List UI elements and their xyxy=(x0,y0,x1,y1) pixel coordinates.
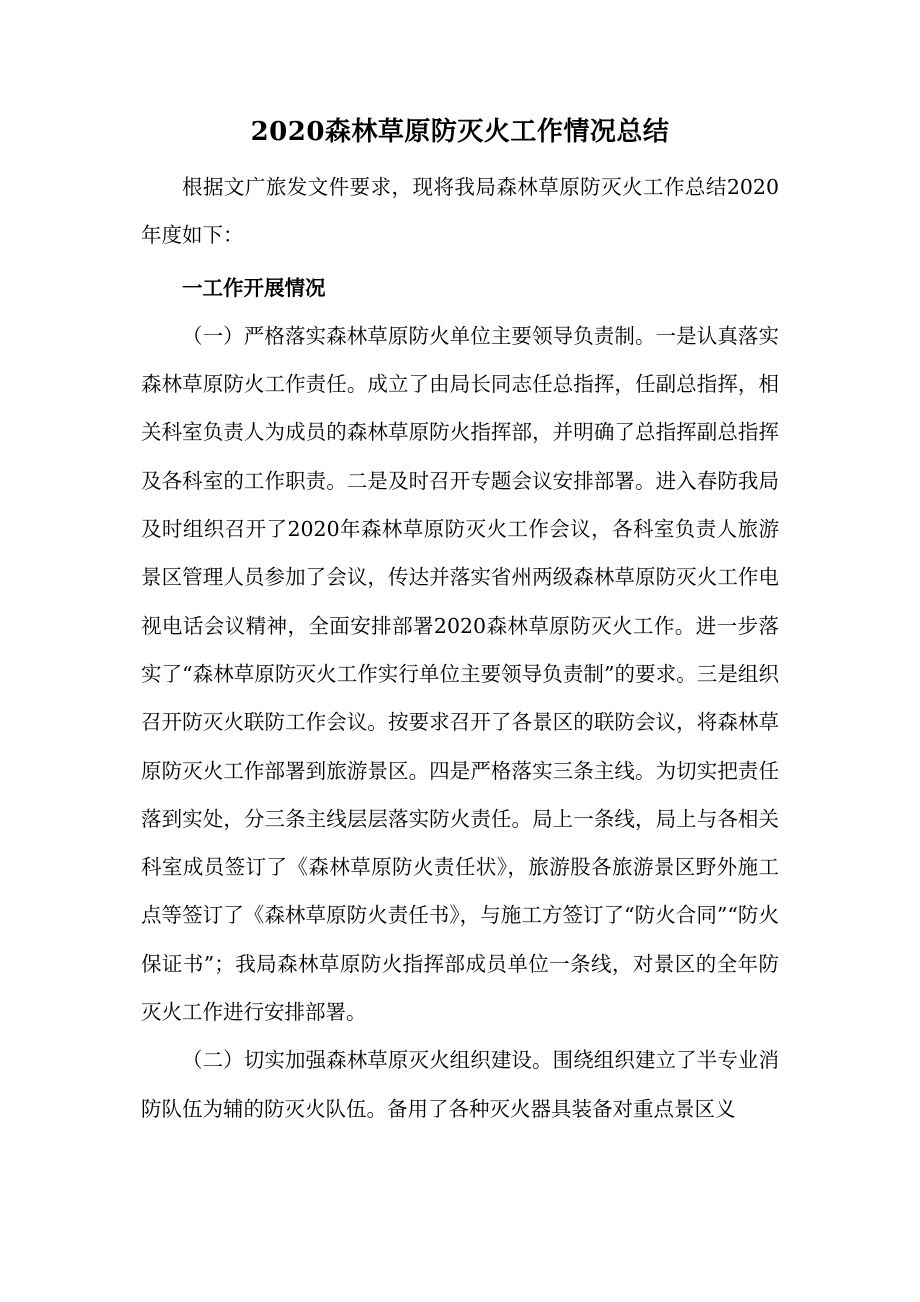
body-paragraph: （一）严格落实森林草原防火单位主要领导负责制。一是认真落实森林草原防火工作责任。成立了由局长同志任总指挥，任副总指挥，相关科室负责人为成员的森林草原防火指挥部，并明确了总指挥副总指挥及各科室的工作职责。二是及时召开专题会议安排部署。进入春防我局及时组织召开了2020年森林草原防灭火工作会议，各科室负责人旅游景区管理人员参加了会议，传达并落实省州两级森林草原防灭火工作电视电话会议精神，全面安排部署2020森林草原防灭火工作。进一步落实了“森林草原防灭火工作实行单位主要领导负责制”的要求。三是组织召开防灭火联防工作会议。按要求召开了各景区的联防会议，将森林草原防灭火工作部署到旅游景区。四是严格落实三条主线。为切实把责任落到实处，分三条主线层层落实防火责任。局上一条线，局上与各相关科室成员签订了《森林草原防火责任状》，旅游股各旅游景区野外施工点等签订了《森林草原防火责任书》，与施工方签订了“防火合同”“防火保证书”；我局森林草原防火指挥部成员单位一条线，对景区的全年防灭火工作进行安排部署。 xyxy=(141,323,779,1025)
document-body xyxy=(141,163,779,1133)
document-title: 2020森林草原防灭火工作情况总结 xyxy=(250,117,670,147)
body-paragraph: （二）切实加强森林草原灭火组织建设。围绕组织建立了半专业消防队伍为辅的防灭火队伍。备用了各种灭火器具装备对重点景区义 xyxy=(141,1048,779,1121)
section-heading: 一工作开展情况 xyxy=(182,275,326,300)
intro-paragraph: 根据文广旅发文件要求，现将我局森林草原防灭火工作总结2020年度如下： xyxy=(141,175,779,248)
